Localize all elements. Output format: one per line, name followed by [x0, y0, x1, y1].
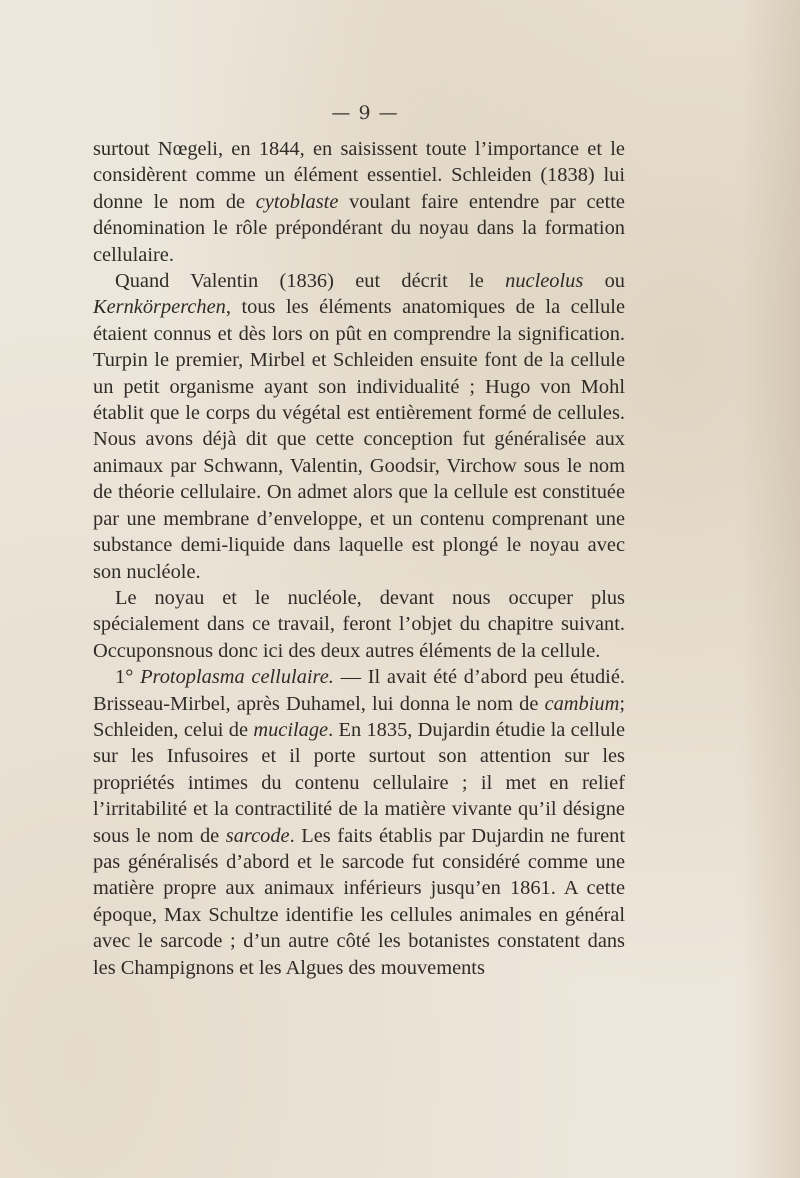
paragraph: [93, 136, 625, 268]
text-run: Le noyau et le nucléole, devant nous occuper plus spécialement dans ce travail, feront l’objet du chapitre suivant. Occuponsnous donc ici des deux autres éléments de la cellule.: [93, 586, 625, 662]
paragraph: [93, 268, 625, 585]
italic-term: cambium: [544, 692, 620, 715]
text-run: 1°: [115, 666, 141, 689]
text-run: ; Schleiden, celui de: [93, 692, 625, 741]
text-run: ou: [583, 270, 625, 293]
italic-term: nucleolus: [505, 270, 584, 293]
text-run: . Les faits établis par Dujardin ne furent pas généralisés d’abord et le sarcode fut considéré comme une matière propre aux animaux inférieurs jusqu’en 1861. A cette époque, Max Schultze identifie les cellules animales en général avec le sarcode ; d’un autre côté les botanistes constatent dans les Champignons et les Algues des mouvements: [93, 824, 625, 979]
text-run: surtout Nœgeli, en 1844, en saisissent toute l’importance et le considèrent comme un élément essentiel. Schleiden (1838) lui donne le nom de: [93, 138, 625, 213]
text-run: — Il avait été d’abord peu étudié. Brisseau-Mirbel, après Duhamel, lui donna le nom de: [93, 666, 625, 715]
italic-term: Protoplasma cellulaire.: [140, 666, 334, 689]
paragraph: [93, 664, 625, 981]
page-number: — 9 —: [331, 102, 399, 124]
italic-term: mucilage: [253, 718, 329, 741]
page-edge-shadow: [740, 0, 800, 1178]
body-text: [93, 136, 625, 981]
italic-term: Kernkörperchen: [93, 296, 226, 319]
text-run: , tous les éléments anatomiques de la cellule étaient connus et dès lors on pût en comprendre la signification. Turpin le premier, Mirbel et Schleiden ensuite font de la cellule un petit organisme ayant son individualité ; Hugo von Mohl établit que le corps du végétal est entièrement formé de cellules. Nous avons déjà dit que cette conception fut généralisée aux animaux par Schwann, Valentin, Goodsir, Virchow sous le nom de théorie cellulaire. On admet alors que la cellule est constituée par une membrane d’enveloppe, et un contenu comprenant une substance demi-liquide dans laquelle est plongé le noyau avec son nucléole.: [93, 296, 625, 583]
text-run: voulant faire entendre par cette dénomination le rôle prépondérant du noyau dans la formation cellulaire.: [93, 190, 625, 266]
italic-term: cytoblaste: [255, 190, 339, 213]
text-run: Quand Valentin (1836) eut décrit le: [115, 270, 506, 293]
paragraph: [93, 585, 625, 664]
text-run: . En 1835, Dujardin étudie la cellule sur les Infusoires et il porte surtout son attention sur les propriétés intimes du contenu cellulaire ; il met en relief l’irritabilité et la contractilité de la matière vivante qu’il désigne sous le nom de: [93, 718, 626, 847]
italic-term: sarcode: [225, 824, 290, 847]
